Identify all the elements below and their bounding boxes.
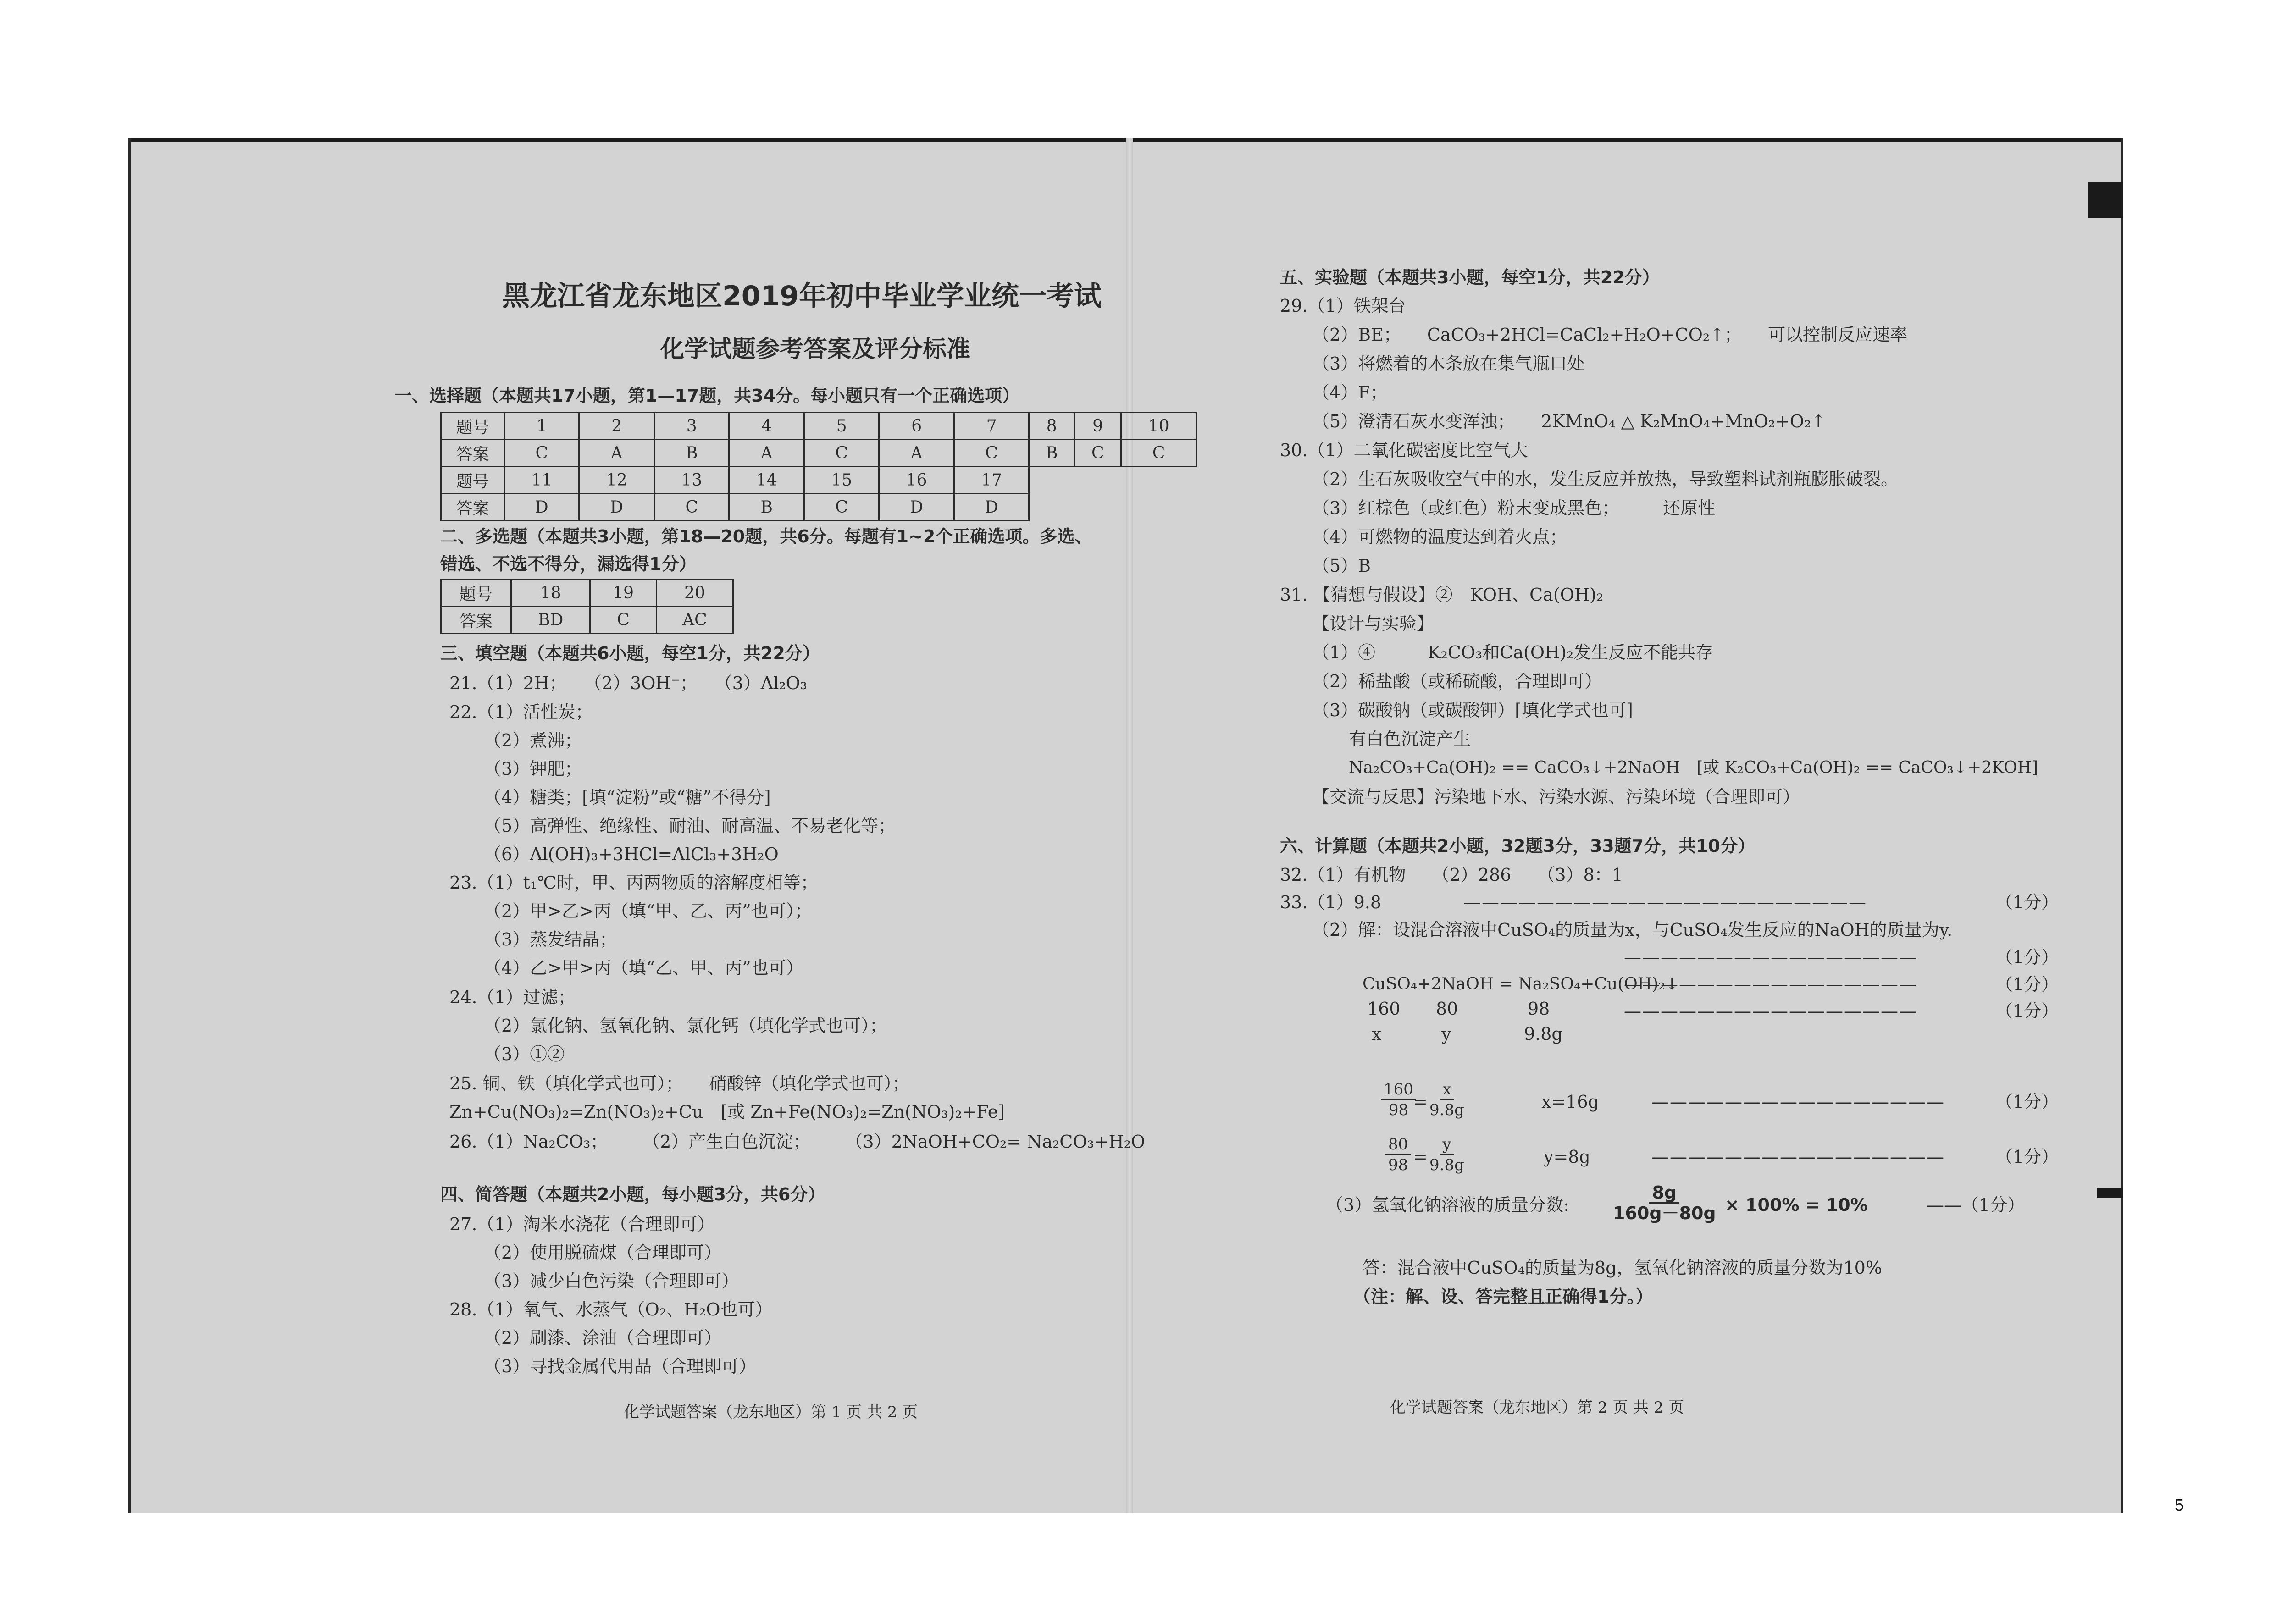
table-multi-choice [440,579,734,634]
final-answer: 答：混合液中CuSO₄的质量为8g，氢氧化钠溶液的质量分数为10% [1363,1258,1882,1278]
table-row [441,467,1196,494]
answer-30-4: （4）可燃物的温度达到着火点； [1312,527,1567,547]
table-cell: 3 [654,413,729,440]
dash-line: ———————————————— [1624,947,1917,967]
answer-29-3: （3）将燃着的木条放在集气瓶口处 [1312,354,1585,374]
answer-24-2: （2）氯化钠、氢氧化钠、氯化钙（填化学式也可）； [484,1016,887,1036]
answer-33-1: 33.（1）9.8 [1280,892,1382,912]
numerator: 160 [1381,1080,1416,1100]
table-cell: 20 [656,580,733,607]
page-footer-right: 化学试题答案（龙东地区）第 2 页 共 2 页 [1390,1398,1684,1417]
table-cell: 10 [1121,413,1196,440]
page-number: 5 [2175,1496,2184,1514]
answer-22-3: （3）钾肥； [484,759,582,779]
section-2-heading-line2: 错选、不选不得分，漏选得1分） [440,554,697,574]
percent-result: × 100% = 10% [1725,1195,1868,1215]
table-cell: A [579,440,654,467]
table-row [441,580,733,607]
answer-30-1: 30.（1）二氧化碳密度比空气大 [1280,440,1528,460]
mass-precipitate: 9.8g [1524,1024,1563,1044]
unknown-y: y [1441,1024,1451,1044]
dash-line: ———————————————— [1624,974,1917,994]
table-cell: 14 [729,467,804,494]
answer-22-4: （4）糖类；[填“淀粉”或“糖”不得分] [484,787,771,807]
right-page [1133,138,2123,1513]
score-label: （1分） [1995,1147,2059,1167]
table-cell: C [504,440,579,467]
numerator: 80 [1385,1135,1411,1155]
table-cell: C [954,440,1029,467]
result-x: x=16g [1541,1092,1599,1112]
table-cell: 5 [804,413,879,440]
answer-22-2: （2）煮沸； [484,730,582,751]
answer-25-equation: Zn+Cu(NO₃)₂=Zn(NO₃)₂+Cu [或 Zn+Fe(NO₃)₂=Zn(NO₃)₂+Fe] [449,1102,1005,1122]
numerator: 8g [1649,1183,1679,1204]
section-1-heading: 一、选择题（本题共17小题，第1—17题，共34分。每小题只有一个正确选项） [394,386,1020,406]
score-label: （1分） [1995,974,2059,994]
unknown-x: x [1372,1024,1382,1044]
table-cell: D [504,494,579,521]
table-cell: AC [656,607,733,634]
answer-31-2: （2）稀盐酸（或稀硫酸，合理即可） [1312,671,1602,691]
answer-23-2: （2）甲>乙>丙（填“甲、乙、丙”也可）； [484,901,812,921]
table-cell: 答案 [441,494,504,521]
molar-mass-naoh: 80 [1436,999,1458,1019]
score-label: （1分） [1995,1001,2059,1021]
answer-31-3-phenomenon: 有白色沉淀产生 [1349,729,1471,749]
page-subtitle: 化学试题参考答案及评分标准 [660,336,971,363]
answer-24-3: （3）①② [484,1044,565,1064]
answer-28-1: 28.（1）氧气、水蒸气（O₂、H₂O也可） [449,1299,773,1320]
section-6-heading: 六、计算题（本题共2小题，32题3分，33题7分，共10分） [1280,836,1755,856]
table-cell: BD [511,607,590,634]
table-cell: 9 [1074,413,1121,440]
table-cell: 题号 [441,580,511,607]
table-cell: 17 [954,467,1029,494]
answer-22-1: 22.（1）活性炭； [449,702,593,722]
table-cell: 6 [879,413,954,440]
table-cell: B [729,494,804,521]
result-y: y=8g [1544,1147,1590,1167]
section-2-heading-line1: 二、多选题（本题共3小题，第18—20题，共6分。每题有1~2个正确选项。多选、 [440,526,1092,547]
table-cell: 16 [879,467,954,494]
answer-31-design-heading: 【设计与实验】 [1312,613,1435,634]
answer-24-1: 24.（1）过滤； [449,987,576,1007]
table-cell: 19 [590,580,656,607]
table-single-choice [440,412,1197,521]
table-row [441,607,733,634]
table-cell: C [1074,440,1121,467]
answer-22-6: （6）Al(OH)₃+3HCl=AlCl₃+3H₂O [484,844,779,864]
reaction-equation: CuSO₄+2NaOH = Na₂SO₄+Cu(OH)₂↓ [1363,975,1679,994]
table-cell: 答案 [441,440,504,467]
answer-25: 25. 铜、铁（填化学式也可）； 硝酸锌（填化学式也可）； [449,1073,910,1094]
score-label: ——（1分） [1927,1195,2025,1215]
answer-29-5: （5）澄清石灰水变浑浊； 2KMnO₄ △ K₂MnO₄+MnO₂+O₂↑ [1312,411,1826,431]
equals-sign: = [1413,1147,1428,1167]
fraction-x-9.8g [1427,1080,1467,1120]
answer-32: 32.（1）有机物 （2）286 （3）8：1 [1280,865,1623,885]
table-cell: D [954,494,1029,521]
answer-23-3: （3）蒸发结晶； [484,929,617,950]
table-cell: D [579,494,654,521]
denominator: 9.8g [1429,1156,1464,1174]
dash-line: ———————————————— [1651,1092,1945,1112]
scoring-note: （注：解、设、答完整且正确得1分。） [1353,1287,1653,1307]
table-cell: 8 [1029,413,1074,440]
answer-26: 26.（1）Na₂CO₃； （2）产生白色沉淀； （3）2NaOH+CO₂= Na₂CO₃+H₂O [449,1132,1146,1152]
table-cell: 13 [654,467,729,494]
answer-28-3: （3）寻找金属代用品（合理即可） [484,1356,757,1376]
table-row [441,413,1196,440]
numerator: y [1440,1135,1454,1155]
table-cell: 11 [504,467,579,494]
answer-31-3: （3）碳酸钠（或碳酸钾）[填化学式也可] [1312,700,1633,720]
page-footer-left: 化学试题答案（龙东地区）第 1 页 共 2 页 [624,1403,918,1421]
answer-33-2-setup: （2）解：设混合溶液中CuSO₄的质量为x，与CuSO₄发生反应的NaOH的质量为y. [1312,920,1953,940]
answer-31-reflection: 【交流与反思】污染地下水、污染水源、污染环境（合理即可） [1312,787,1800,807]
answer-30-3: （3）红棕色（或红色）粉末变成黑色； 还原性 [1312,498,1716,518]
answer-23-4: （4）乙>甲>丙（填“乙、甲、丙”也可） [484,958,803,978]
table-cell: 7 [954,413,1029,440]
table-cell: B [1029,440,1074,467]
answer-27-2: （2）使用脱硫煤（合理即可） [484,1243,722,1263]
fraction-80-98 [1385,1135,1411,1175]
table-cell: 18 [511,580,590,607]
dash-line: ———————————————— [1624,1001,1917,1021]
section-3-heading: 三、填空题（本题共6小题，每空1分，共22分） [440,643,820,663]
denominator: 98 [1388,1156,1408,1174]
table-cell: C [654,494,729,521]
section-4-heading: 四、简答题（本题共2小题，每小题3分，共6分） [440,1184,825,1204]
answer-31-3-equation: Na₂CO₃+Ca(OH)₂ == CaCO₃↓+2NaOH [或 K₂CO₃+Ca(OH)₂ == CaCO₃↓+2KOH] [1349,758,2038,777]
table-cell: B [654,440,729,467]
table-cell: 1 [504,413,579,440]
table-cell: 15 [804,467,879,494]
denominator: 160g－80g [1613,1203,1716,1223]
answer-23-1: 23.（1）t₁℃时，甲、丙两物质的溶解度相等； [449,873,818,893]
answer-22-5: （5）高弹性、绝缘性、耐油、耐高温、不易老化等； [484,816,896,836]
table-cell: 2 [579,413,654,440]
table-cell: C [804,440,879,467]
answer-29-4: （4）F； [1312,382,1388,403]
table-cell: D [879,494,954,521]
fraction-160-98 [1381,1080,1416,1120]
denominator: 98 [1388,1101,1409,1119]
answer-27-3: （3）减少白色污染（合理即可） [484,1271,739,1291]
fraction-y-9.8g [1427,1135,1467,1175]
table-cell: C [804,494,879,521]
answer-27-1: 27.（1）淘米水浇花（合理即可） [449,1214,715,1234]
page-fold [1126,138,1133,1513]
table-cell: 12 [579,467,654,494]
table-cell: 答案 [441,607,511,634]
answer-29-2: （2）BE； CaCO₃+2HCl=CaCl₂+H₂O+CO₂↑； 可以控制反应速率 [1312,325,1907,345]
answer-33-3: （3）氢氧化钠溶液的质量分数: [1326,1195,1569,1215]
dash-line: —————————————————————— [1463,892,1867,912]
table-cell: 4 [729,413,804,440]
table-cell: C [1121,440,1196,467]
left-page [128,138,1169,1513]
score-label: （1分） [1995,892,2059,912]
answer-31-1: （1）④ K₂CO₃和Ca(OH)₂发生反应不能共存 [1312,642,1713,663]
score-label: （1分） [1995,947,2059,967]
answer-31-hypothesis: 31. 【猜想与假设】② KOH、Ca(OH)₂ [1280,585,1604,605]
answer-28-2: （2）刷漆、涂油（合理即可） [484,1328,722,1348]
table-cell: A [879,440,954,467]
scanned-sheet [128,138,2123,1513]
answer-29-1: 29.（1）铁架台 [1280,296,1406,316]
dash-line: ———————————————— [1651,1147,1945,1167]
table-cell: 题号 [441,413,504,440]
answer-30-2: （2）生石灰吸收空气中的水，发生反应并放热，导致塑料试剂瓶膨胀破裂。 [1312,469,1899,489]
section-5-heading: 五、实验题（本题共3小题，每空1分，共22分） [1280,267,1660,287]
molar-mass-cuso4: 160 [1367,999,1401,1019]
fraction-mass-percent [1610,1183,1719,1223]
numerator: x [1440,1080,1454,1100]
answer-21: 21.（1）2H； （2）3OH⁻； （3）Al₂O₃ [449,673,808,693]
answer-30-5: （5）B [1312,556,1371,576]
denominator: 9.8g [1429,1101,1464,1119]
table-cell: C [590,607,656,634]
table-row [441,440,1196,467]
molar-mass-cuoh2: 98 [1528,999,1550,1019]
page-title: 黑龙江省龙东地区2019年初中毕业学业统一考试 [502,280,1102,312]
score-label: （1分） [1995,1092,2059,1112]
equals-sign: = [1413,1092,1428,1112]
table-cell: 题号 [441,467,504,494]
table-cell: A [729,440,804,467]
